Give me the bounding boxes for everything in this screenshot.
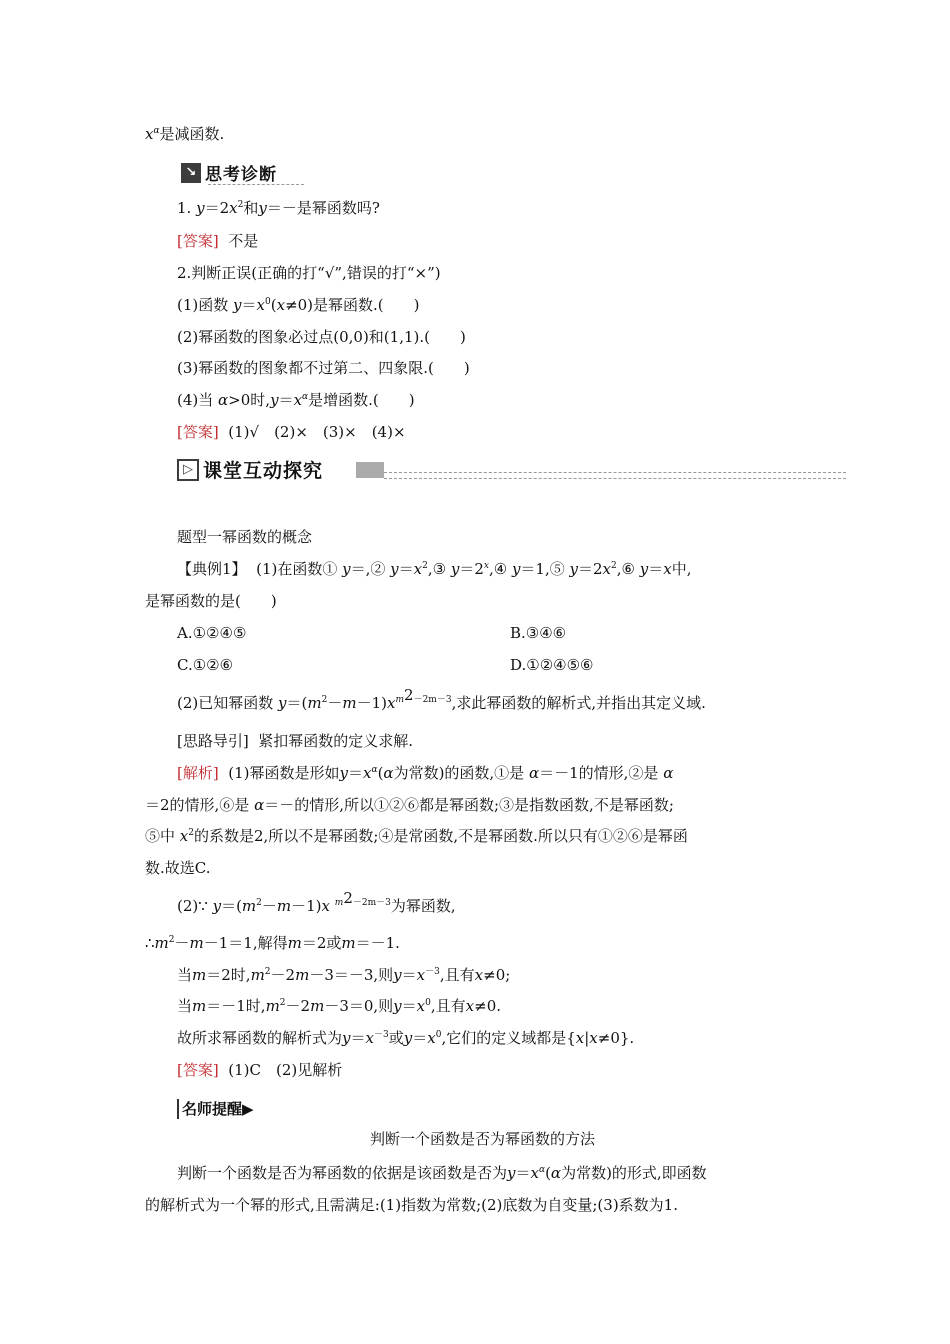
solution-line-2: $\therefore m^2-m-1=1$,解得m＝2或m＝－1. [145, 934, 400, 952]
answer-label: [答案] [177, 423, 219, 441]
divider [208, 184, 304, 185]
intro-line [145, 124, 224, 144]
arrow-icon: ↘ [181, 163, 201, 183]
solution-line-1: (2)∵ $y=(m^2-m-1)x$ $^m2^{-2m-3}$为幂函数, [177, 889, 456, 915]
play-arrow-icon: ▷ [177, 459, 199, 481]
question-2-4: (4)当 α>0时$,y=x^\alpha$是增函数.( ) [177, 391, 415, 409]
analysis-line-3: ⑤中 $x^2$的系数是2,所以不是幂函数;④是常函数,不是幂函数.所以只有①②⑥是幂函 [145, 827, 688, 845]
example-tag: 【典例1】 [177, 560, 247, 578]
divider [384, 472, 846, 473]
answer-value: (1)√ (2)× (3)× (4)× [228, 423, 406, 441]
divider [384, 478, 846, 479]
option-d: D.①②④⑤⑥ [510, 656, 594, 674]
solution-line-3: 当m＝2时$,m^2-2m-3=-3$,则$y=x^{-3}$,且有x≠0; [177, 966, 511, 984]
option-b: B.③④⑥ [510, 624, 567, 642]
tip-title: 名师提醒▶ [177, 1099, 254, 1119]
answer-label: [答案] [177, 1061, 219, 1079]
solution-line-5: 故所求幂函数的解析式为$y=x^{-3}$或$y=x^0$,它们的定义域都是{x|x≠0}. [177, 1029, 635, 1047]
hint-line [177, 731, 413, 751]
analysis-line-4: 数.故选C. [145, 859, 211, 877]
section-header-think [181, 160, 277, 185]
answer-3 [177, 1060, 342, 1080]
answer-value: (1)C (2)见解析 [228, 1061, 343, 1079]
analysis-line-2: ＝2的情形,⑥是 α＝－的情形,所以①②⑥都是幂函数;③是指数函数,不是幂函数; [145, 796, 674, 814]
option-c: C.①②⑥ [177, 656, 234, 674]
question-2-3: (3)幂函数的图象都不过第二、四象限.( ) [177, 359, 470, 377]
analysis-line-1: [解析] (1)幂函数是形如$y=x^\alpha(\alpha$为常数)的函数,①是 α＝－1的情形,②是 α [177, 764, 674, 782]
question-2: 2.判断正误(正确的打“√”,错误的打“×”) [177, 264, 441, 282]
option-a: A.①②④⑤ [177, 624, 247, 642]
example-1-line-1: 【典例1】 (1)在函数① y＝,② $y=x^2,③$ $y=2^x,④$ y＝1,⑤ $y=2x^2,⑥$ y＝x中, [177, 560, 692, 578]
intro-text: 是减函数. [159, 125, 225, 143]
hint-text: 紧扣幂函数的定义求解. [258, 732, 414, 750]
answer-1 [177, 231, 258, 251]
tip-heading: 判断一个函数是否为幂函数的方法 [370, 1130, 596, 1148]
question-2-2: (2)幂函数的图象必过点(0,0)和(1,1).( ) [177, 328, 466, 346]
topic-title: 题型一幂函数的概念 [177, 528, 313, 546]
tip-body-line-1: 判断一个函数是否为幂函数的依据是该函数是否为$y=x^\alpha(\alpha$为常数)的形式,即函数 [177, 1164, 707, 1182]
solution-line-4: 当m＝－1时$,m^2-2m-3=0$,则$y=x^0$,且有x≠0. [177, 997, 502, 1015]
section-header-class [177, 456, 323, 483]
tip-body-line-2: 的解析式为一个幂的形式,且需满足:(1)指数为常数;(2)底数为自变量;(3)系数为1. [145, 1196, 678, 1214]
answer-value: 不是 [228, 232, 259, 250]
section-title: 思考诊断 [205, 165, 277, 185]
section-title: 课堂互动探究 [203, 460, 324, 482]
question-2-1: (1)函数 $y=x^0(x\ne 0)$是幂函数.( ) [177, 296, 420, 314]
hint-label: [思路导引] [177, 732, 249, 750]
answer-2 [177, 422, 406, 442]
header-bar [356, 462, 384, 478]
question-1: 1. $y=2x^2$和y＝－是幂函数吗? [177, 199, 380, 217]
var-x: x [145, 125, 154, 143]
answer-label: [答案] [177, 232, 219, 250]
exponent: α [153, 126, 160, 136]
example-1-line-2: 是幂函数的是( ) [145, 592, 277, 610]
example-1-part-2: (2)已知幂函数 $y=(m^2-m-1)x^m2^{-2m-3}$,求此幂函数的解析式,并指出其定义域. [177, 686, 706, 712]
analysis-label: [解析] [177, 764, 219, 782]
